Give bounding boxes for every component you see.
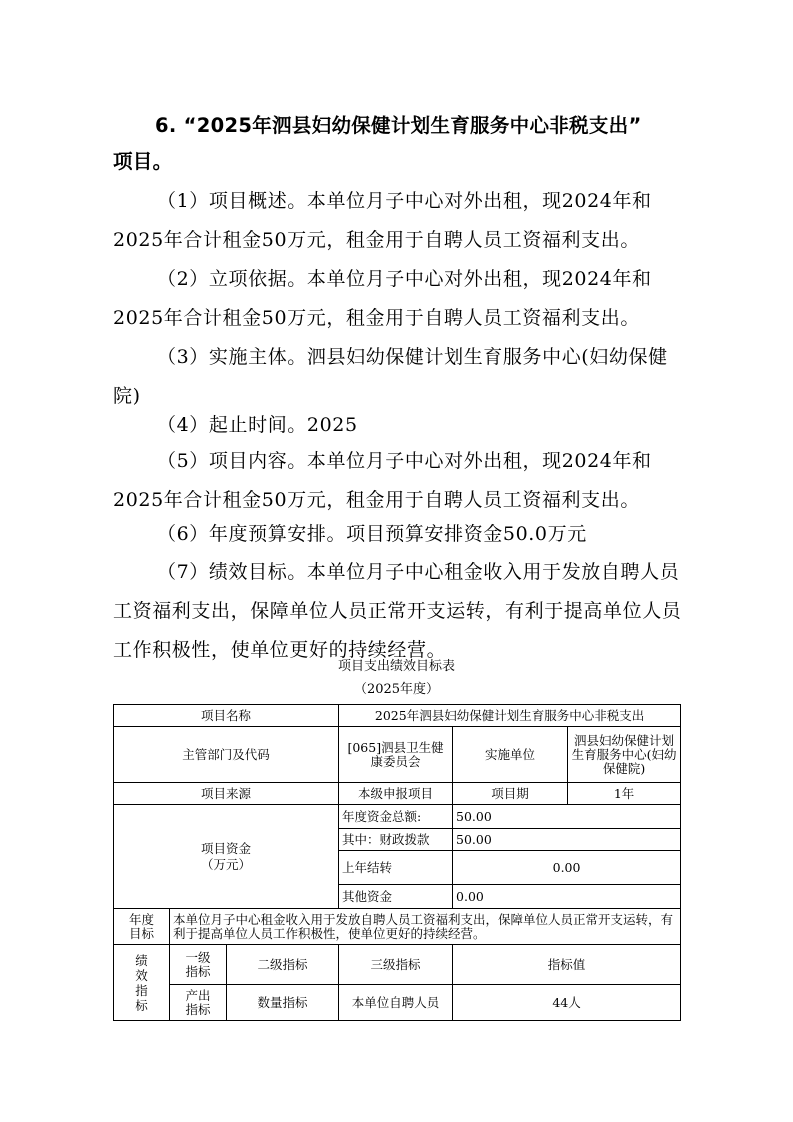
funds-other-label: 其他资金 xyxy=(339,885,453,909)
funds-fiscal-label: 其中：财政拨款 xyxy=(339,829,453,851)
funds-other-value: 0.00 xyxy=(453,885,681,909)
paragraph-budget: （6）年度预算安排。项目预算安排资金50.0万元 xyxy=(157,523,587,545)
level1-header: 一级指标 xyxy=(170,945,227,985)
row1-level1: 产出指标 xyxy=(170,985,227,1021)
source-label: 项目来源 xyxy=(114,783,339,805)
level2-header: 二级指标 xyxy=(227,945,339,985)
funds-carry-value: 0.00 xyxy=(453,851,681,885)
period-label: 项目期 xyxy=(453,783,568,805)
project-name-value: 2025年泗县妇幼保健计划生育服务中心非税支出 xyxy=(339,705,681,727)
performance-target-table xyxy=(113,704,681,1021)
row1-level2: 数量指标 xyxy=(227,985,339,1021)
value-header: 指标值 xyxy=(453,945,681,985)
impl-unit-value: 泗县妇幼保健计划生育服务中心(妇幼保健院) xyxy=(568,727,681,783)
section-heading xyxy=(113,108,693,180)
funds-carry-label: 上年结转 xyxy=(339,851,453,885)
impl-unit-label: 实施单位 xyxy=(453,727,568,783)
goal-value: 本单位月子中心租金收入用于发放自聘人员工资福利支出，保障单位人员正常开支运转，有利于提高单位人员工作积极性，使单位更好的持续经营。 xyxy=(170,909,681,945)
row1-level3: 本单位自聘人员 xyxy=(339,985,453,1021)
funds-fiscal-value: 50.00 xyxy=(453,829,681,851)
level3-header: 三级指标 xyxy=(339,945,453,985)
table-subtitle: （2025年度） xyxy=(353,682,440,697)
paragraph-overview: （1）项目概述。本单位月子中心对外出租，现2024年和2025年合计租金50万元，租金用于自聘人员工资福利支出。 xyxy=(113,190,652,251)
paragraph-period: （4）起止时间。2025 xyxy=(157,414,358,436)
heading-line-1: 6. “2025年泗县妇幼保健计划生育服务中心非税支出” xyxy=(155,114,642,137)
paragraph-content: （5）项目内容。本单位月子中心对外出租，现2024年和2025年合计租金50万元，租金用于自聘人员工资福利支出。 xyxy=(113,450,652,511)
dept-label: 主管部门及代码 xyxy=(114,727,339,783)
dept-value: [065]泗县卫生健康委员会 xyxy=(339,727,453,783)
goal-label: 年度目标 xyxy=(114,909,170,945)
funds-label: 项目资金（万元） xyxy=(114,805,339,909)
paragraph-subject: （3）实施主体。泗县妇幼保健计划生育服务中心(妇幼保健院) xyxy=(113,346,668,407)
period-value: 1年 xyxy=(568,783,681,805)
table-title: 项目支出绩效目标表 xyxy=(337,659,455,674)
paragraph-basis: （2）立项依据。本单位月子中心对外出租，现2024年和2025年合计租金50万元，租金用于自聘人员工资福利支出。 xyxy=(113,268,652,329)
row1-value: 44人 xyxy=(453,985,681,1021)
indicator-label: 绩效指标 xyxy=(114,945,170,1021)
source-value: 本级申报项目 xyxy=(339,783,453,805)
project-name-label: 项目名称 xyxy=(114,705,339,727)
funds-total-label: 年度资金总额: xyxy=(339,805,453,829)
paragraph-goal: （7）绩效目标。本单位月子中心租金收入用于发放自聘人员工资福利支出，保障单位人员正常开支运转，有利于提高单位人员工作积极性，使单位更好的持续经营。 xyxy=(113,561,682,661)
funds-total-value: 50.00 xyxy=(453,805,681,829)
heading-line-2: 项目。 xyxy=(113,150,173,173)
